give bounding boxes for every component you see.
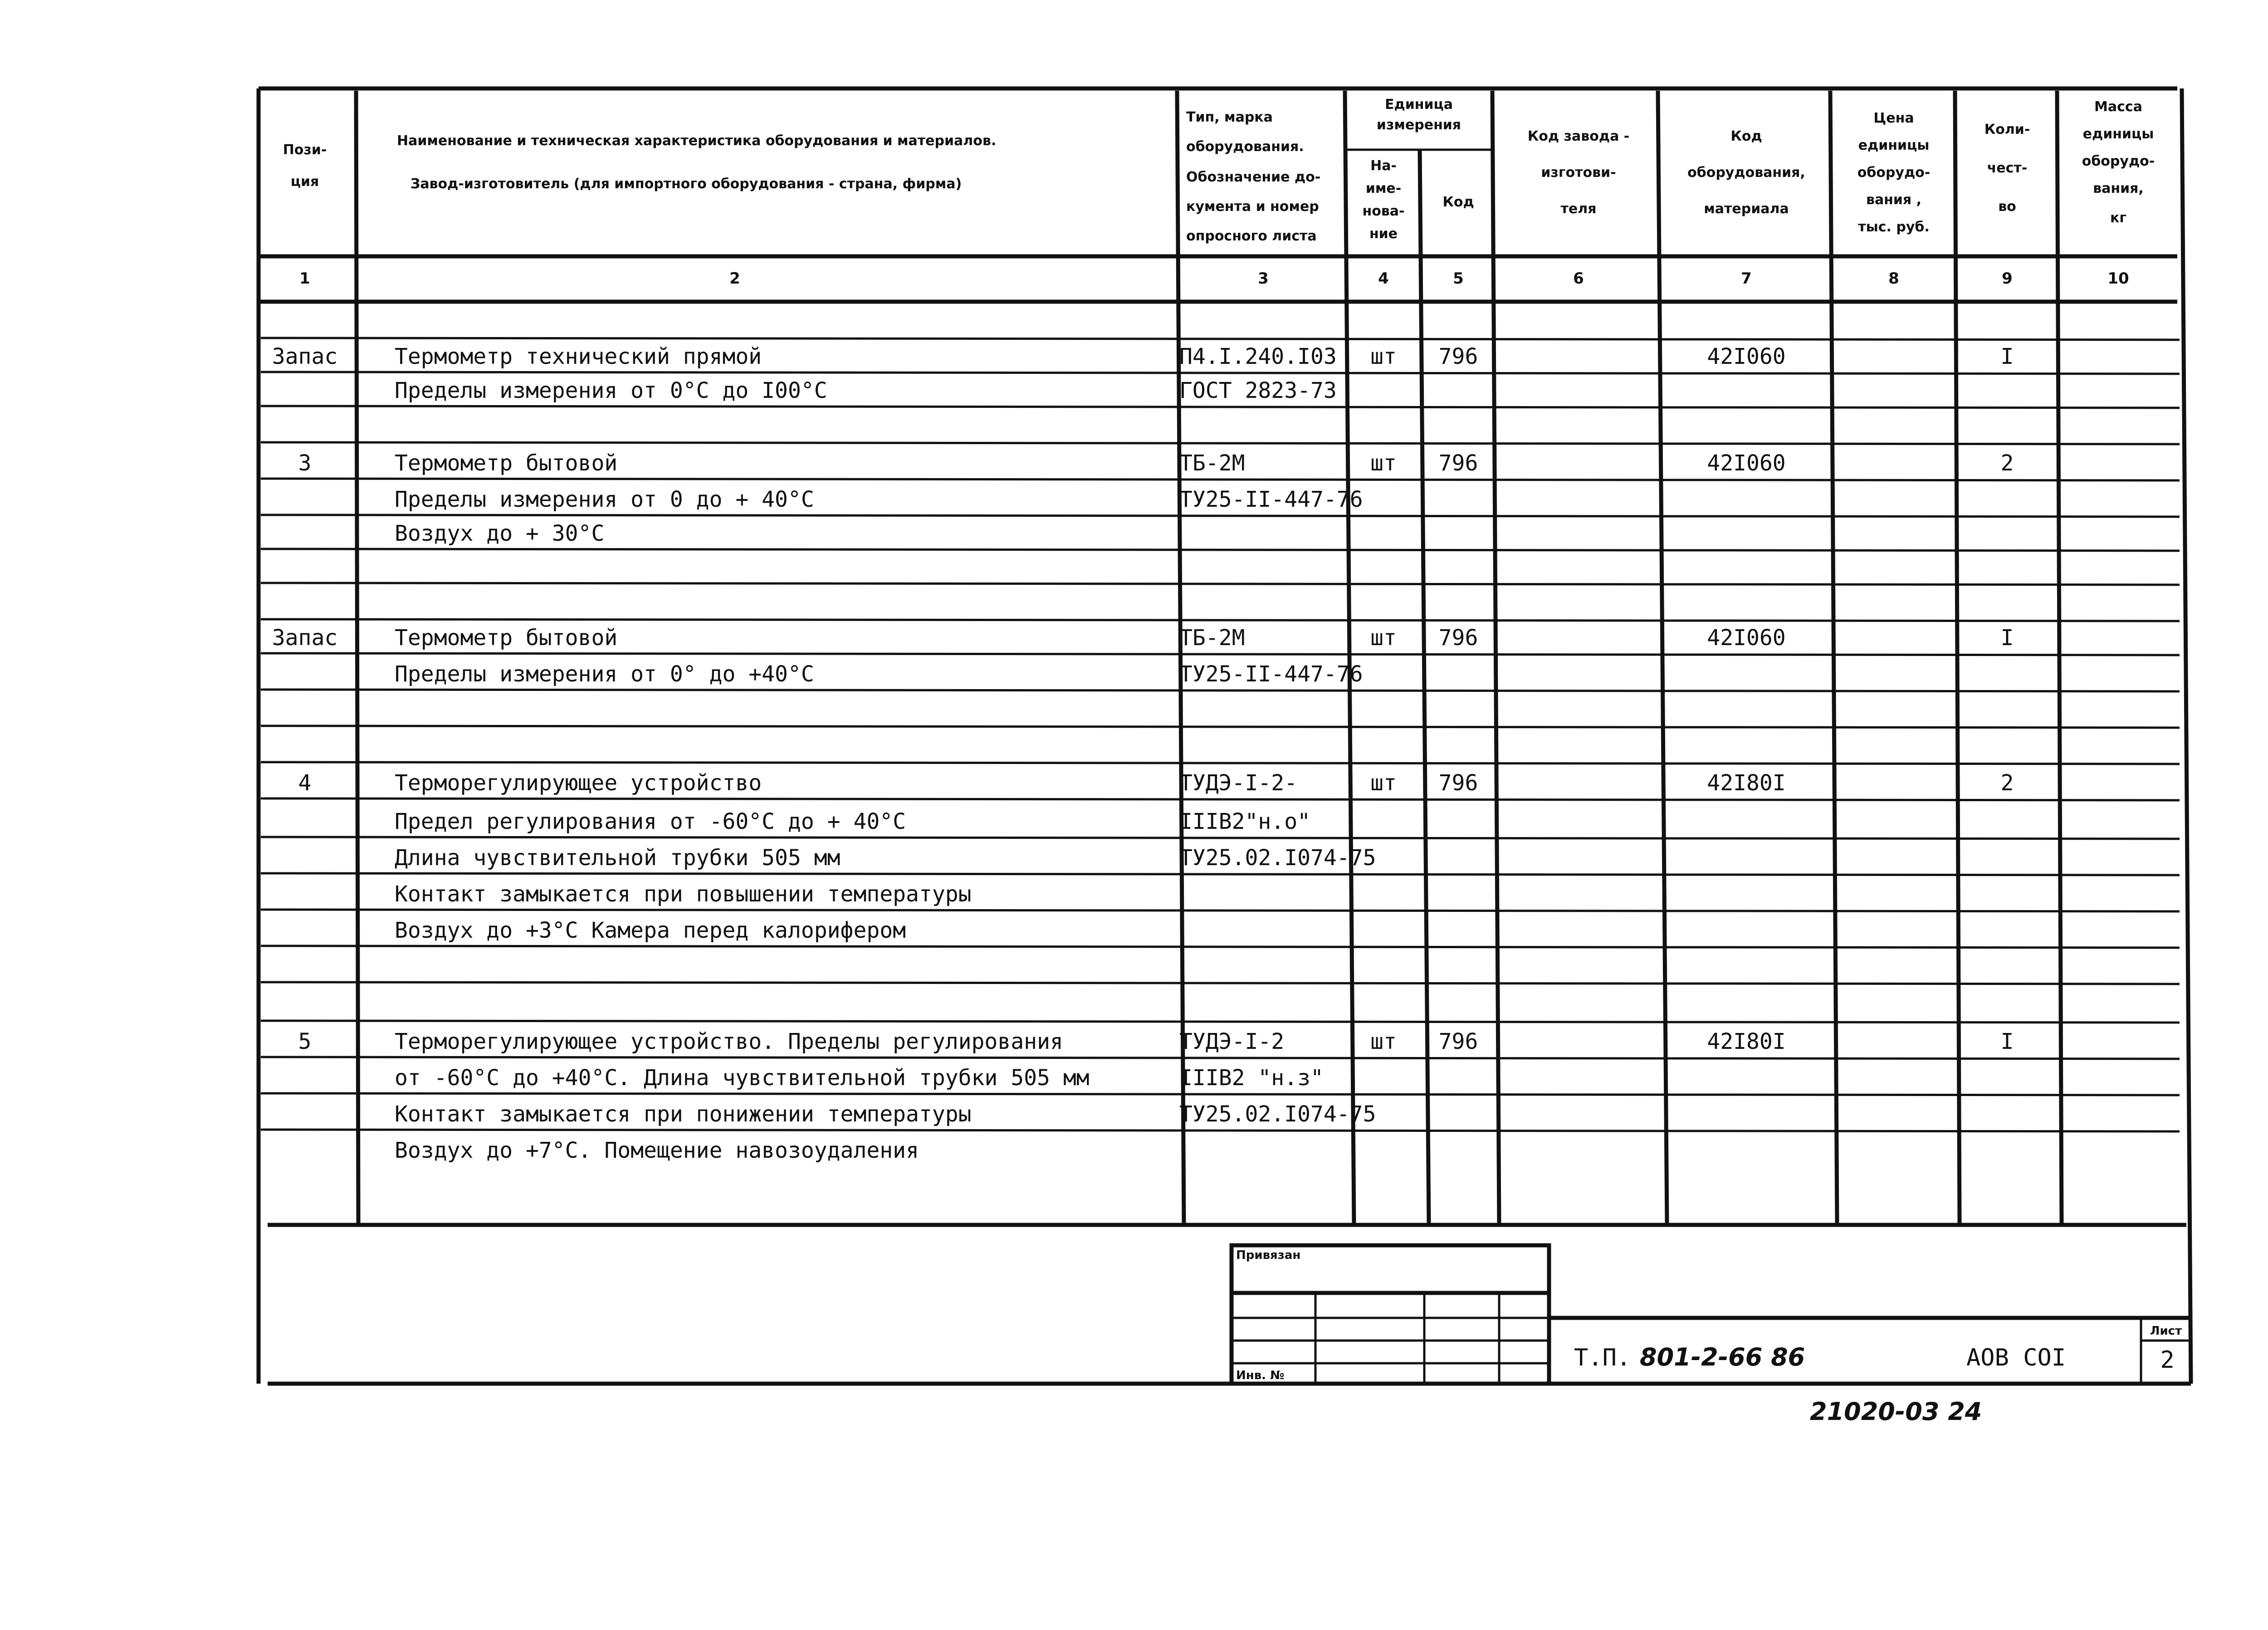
cell-name: Воздух до + 30°С [395, 521, 605, 546]
cell-name: Длина чувствительной трубки 505 мм [395, 845, 841, 871]
cell-pos: 3 [298, 450, 312, 476]
table-row [395, 1101, 1376, 1127]
column-number: 8 [1888, 269, 1899, 288]
cell-name: Предел регулирования от -60°С до + 40°С [395, 809, 906, 834]
cell-type: ТУ25-II-447-76 [1179, 487, 1363, 512]
header-unit-name-line3: нова- [1362, 203, 1405, 219]
table-row [395, 1065, 1324, 1091]
column-number: 6 [1573, 269, 1584, 288]
header-position-line2: ция [290, 174, 319, 190]
bottom-stamp: 21020-03 24 [1810, 1397, 1982, 1426]
header-type-line1: Тип, марка [1186, 109, 1273, 125]
cell-type: ТУ25-II-447-76 [1179, 661, 1363, 687]
cell-equip: 42I060 [1707, 344, 1786, 369]
header-price-line2: единицы [1858, 137, 1930, 153]
cell-name: Термометр бытовой [395, 450, 618, 476]
header-unit-name-line2: име- [1365, 181, 1402, 196]
cell-code: 796 [1438, 344, 1478, 369]
header-plant-line1: Код завода - [1527, 128, 1630, 144]
table-row [395, 487, 1363, 512]
cell-equip: 42I80I [1707, 1029, 1786, 1054]
header-price-line5: тыс. руб. [1858, 219, 1930, 235]
table-row [298, 450, 2014, 476]
row-separator [261, 1021, 2180, 1023]
column-number: 1 [299, 269, 310, 288]
tp-number: 801-2-66 86 [1640, 1343, 1805, 1371]
cell-type: ТБ-2М [1179, 625, 1245, 651]
title-block [1232, 1245, 2191, 1384]
table-grid [259, 88, 2191, 1384]
cell-pos: 4 [298, 770, 312, 796]
cell-code: 796 [1438, 770, 1478, 796]
table-row [395, 521, 604, 546]
cell-type: ТБ-2М [1179, 450, 1245, 476]
row-separator [261, 406, 2180, 408]
table-row [298, 1029, 2014, 1054]
row-separator [261, 653, 2180, 655]
cell-type: ГОСТ 2823-73 [1179, 378, 1337, 403]
row-separator [261, 479, 2180, 480]
header-unit-line2: измерения [1376, 117, 1461, 133]
column-number: 9 [2002, 269, 2013, 288]
column-number: 7 [1741, 269, 1752, 288]
header-price-line3: оборудо- [1857, 165, 1931, 181]
table-row [395, 1138, 919, 1163]
tp-prefix: Т.П. [1574, 1344, 1631, 1371]
cell-name: Пределы измерения от 0°С до I00°С [395, 378, 827, 403]
cell-type: ТУДЭ-I-2- [1179, 770, 1298, 796]
sheet-label: Лист [2150, 1324, 2182, 1338]
header-qty-line2: чест- [1987, 160, 2028, 176]
cell-equip: 42I80I [1707, 770, 1786, 796]
cell-equip: 42I060 [1707, 450, 1786, 476]
header-name-line2: Завод-изготовитель (для импортного оборудования - страна, фирма) [411, 176, 962, 192]
sheet-number: 2 [2160, 1346, 2175, 1374]
cell-code: 796 [1438, 1029, 1478, 1054]
header-unit-name-line1: На- [1370, 158, 1397, 174]
cell-unit: шт [1370, 625, 1397, 651]
table-row [395, 378, 1337, 403]
column-number-row [299, 269, 2129, 288]
table-row [272, 344, 2014, 369]
cell-name: Термометр технический прямой [395, 344, 762, 369]
header-qty-line1: Коли- [1984, 122, 2030, 137]
row-separator [261, 619, 2180, 621]
cell-qty: I [2000, 344, 2014, 369]
header-mass-line5: кг [2110, 210, 2127, 226]
header-unit-name-line4: ние [1369, 226, 1398, 242]
cell-code: 796 [1438, 450, 1478, 476]
cell-type: П4.I.240.I03 [1179, 344, 1337, 369]
cell-qty: 2 [2000, 450, 2014, 476]
row-separator [261, 910, 2180, 911]
row-separator [261, 515, 2180, 517]
cell-name: Терморегулирующее устройство. Пределы регулирования [395, 1029, 1063, 1054]
column-number: 4 [1378, 269, 1389, 288]
header-plant-line3: теля [1560, 201, 1597, 217]
table-row [272, 625, 2014, 651]
row-separator [261, 946, 2180, 948]
row-separator [261, 338, 2180, 340]
cell-unit: шт [1370, 450, 1397, 476]
cell-unit: шт [1370, 1029, 1397, 1054]
cell-type: ТУ25.02.I074-75 [1179, 845, 1376, 871]
cell-code: 796 [1438, 625, 1478, 651]
cell-type: ТУ25.02.I074-75 [1179, 1101, 1376, 1127]
privyazan-label: Привязан [1236, 1248, 1301, 1262]
header-price-line4: вания , [1866, 192, 1922, 208]
row-separator [261, 1057, 2180, 1059]
header-type-line5: опросного листа [1186, 228, 1317, 244]
cell-qty: I [2000, 1029, 2014, 1054]
table-row [395, 918, 906, 943]
cell-equip: 42I060 [1707, 625, 1786, 651]
cell-name: Контакт замыкается при повышении температуры [395, 881, 972, 907]
cell-unit: шт [1370, 344, 1397, 369]
column-number: 5 [1453, 269, 1464, 288]
row-separator [261, 549, 2180, 551]
header-type-line2: оборудования. [1186, 139, 1304, 155]
cell-name: Контакт замыкается при понижении температуры [395, 1101, 972, 1127]
table-header [283, 97, 2155, 244]
header-unit-code: Код [1442, 194, 1474, 210]
header-type-line4: кумента и номер [1186, 199, 1319, 215]
row-separator [261, 982, 2180, 984]
cell-type: IIIВ2 "н.з" [1179, 1065, 1324, 1091]
header-plant-line2: изготови- [1541, 165, 1616, 181]
column-number: 10 [2107, 269, 2129, 288]
cell-name: Пределы измерения от 0 до + 40°С [395, 487, 814, 512]
cell-pos: Запас [272, 625, 338, 651]
header-unit-line1: Единица [1385, 97, 1453, 113]
header-qty-line3: во [1998, 199, 2016, 215]
row-separator [261, 583, 2180, 585]
table-row [395, 809, 1310, 834]
header-mass-line2: единицы [2082, 126, 2154, 142]
table-row [395, 845, 1376, 871]
header-type-line3: Обозначение до- [1186, 169, 1321, 185]
row-separator [261, 837, 2180, 839]
cell-pos: Запас [272, 344, 338, 369]
header-equip-line2: оборудования, [1687, 165, 1805, 181]
cell-name: Пределы измерения от 0° до +40°С [395, 661, 814, 687]
row-separator [261, 762, 2180, 764]
row-separator [261, 798, 2180, 800]
row-separator [261, 1130, 2180, 1131]
table-row [298, 770, 2014, 796]
cell-qty: I [2000, 625, 2014, 651]
header-mass-line3: оборудо- [2082, 153, 2155, 169]
cell-name: от -60°С до +40°С. Длина чувствительной трубки 505 мм [395, 1065, 1090, 1091]
column-number: 3 [1258, 269, 1269, 288]
header-mass-line4: вания, [2093, 181, 2144, 196]
row-separator [261, 873, 2180, 875]
cell-type: ТУДЭ-I-2 [1179, 1029, 1285, 1054]
row-separator [261, 1093, 2180, 1095]
inventory-number-label: Инв. № [1236, 1369, 1285, 1382]
cell-unit: шт [1370, 770, 1397, 796]
table-body [272, 344, 2014, 1163]
header-position-line1: Пози- [283, 142, 327, 158]
row-separator [261, 690, 2180, 691]
cell-name: Воздух до +3°С Камера перед калорифером [395, 918, 906, 943]
table-row [395, 881, 972, 907]
header-name-line1: Наименование и техническая характеристика оборудования и материалов. [397, 133, 997, 149]
cell-name: Терморегулирующее устройство [395, 770, 762, 796]
cell-type: IIIВ2"н.о" [1179, 809, 1310, 834]
table-row [395, 661, 1363, 687]
cell-name: Воздух до +7°С. Помещение навозоудаления [395, 1138, 919, 1163]
header-price-line1: Цена [1873, 110, 1914, 126]
document-code: АОВ СОI [1966, 1344, 2066, 1371]
header-mass-line1: Масса [2094, 99, 2142, 115]
row-separator [261, 372, 2180, 374]
header-equip-line3: материала [1704, 201, 1789, 217]
cell-pos: 5 [298, 1029, 312, 1054]
row-separator [261, 442, 2180, 444]
cell-name: Термометр бытовой [395, 625, 618, 651]
column-number: 2 [729, 269, 740, 288]
row-separator [261, 726, 2180, 728]
cell-qty: 2 [2000, 770, 2014, 796]
header-equip-line1: Код [1730, 128, 1762, 144]
